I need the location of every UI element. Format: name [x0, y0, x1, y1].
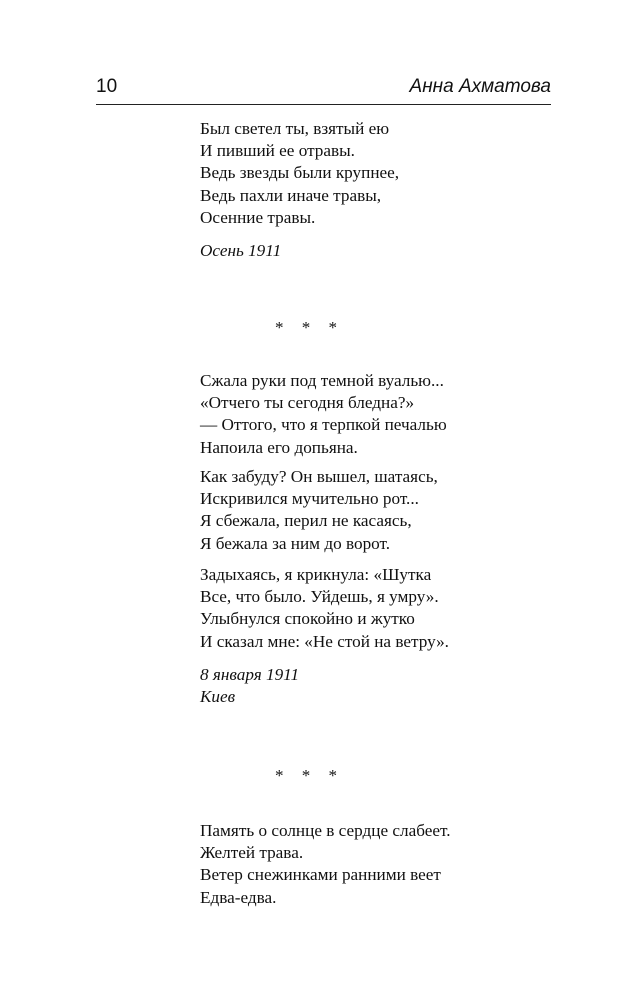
poem-line: Я сбежала, перил не касаясь,	[200, 511, 412, 531]
poem-2-stanza-1	[200, 370, 447, 459]
poem-line: Желтей трава.	[200, 843, 304, 863]
poem-2-dateline	[200, 664, 299, 708]
poem-line: Как забуду? Он вышел, шатаясь,	[200, 467, 438, 486]
poem-line: Напоила его допьяна.	[200, 437, 358, 457]
poem-line: И пивший ее отравы.	[200, 141, 355, 161]
section-separator: * * *	[275, 766, 344, 785]
poem-3-stanza	[200, 820, 451, 909]
poem-line: Осенние травы.	[200, 207, 316, 227]
poem-line: Улыбнулся спокойно и жутко	[200, 609, 415, 629]
poem-line: Едва-едва.	[200, 887, 277, 907]
poem-line: Был светел ты, взятый ею	[200, 119, 390, 138]
poem-date: Осень 1911	[200, 241, 282, 260]
poem-line: Задыхаясь, я крикнула: «Шутка	[200, 565, 432, 584]
poem-place: Киев	[200, 687, 236, 707]
poem-line: Сжала руки под темной вуалью...	[200, 371, 444, 390]
poem-line: Ведь звезды были крупнее,	[200, 163, 400, 183]
poem-2-stanza-2	[200, 466, 438, 555]
poem-date: 8 января 1911	[200, 665, 300, 684]
poem-line: Искривился мучительно рот...	[200, 489, 419, 509]
section-separator: * * *	[275, 318, 344, 337]
running-head-author: Анна Ахматова	[409, 76, 551, 97]
poem-1-stanza	[200, 118, 399, 229]
poem-1-dateline	[200, 240, 281, 262]
poem-line: «Отчего ты сегодня бледна?»	[200, 393, 415, 413]
poem-line: Все, что было. Уйдешь, я умру».	[200, 587, 439, 607]
page-number: 10	[96, 76, 118, 97]
poem-2-stanza-3	[200, 564, 449, 653]
page-header	[96, 74, 551, 105]
poem-line: Я бежала за ним до ворот.	[200, 533, 391, 553]
poem-line: И сказал мне: «Не стой на ветру».	[200, 631, 449, 651]
poem-line: Память о солнце в сердце слабеет.	[200, 821, 451, 840]
poem-line: Ветер снежинками ранними веет	[200, 865, 441, 885]
poem-line: — Оттого, что я терпкой печалью	[200, 415, 447, 435]
poem-line: Ведь пахли иначе травы,	[200, 185, 382, 205]
